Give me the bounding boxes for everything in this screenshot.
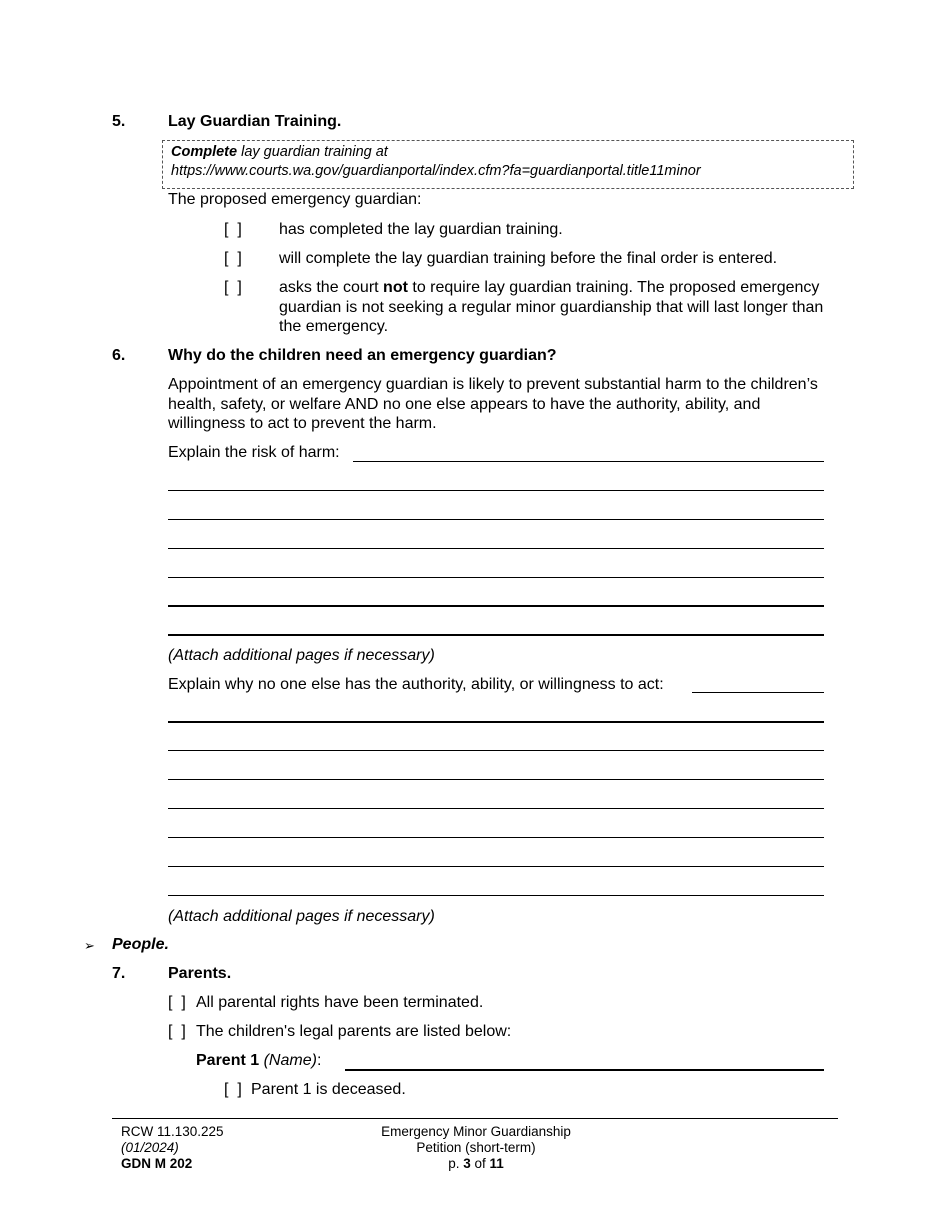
checkbox-training-will-complete[interactable]: [ ] xyxy=(224,250,242,267)
no-one-else-line[interactable] xyxy=(168,837,824,838)
footer-rcw: RCW 11.130.225 xyxy=(121,1124,224,1139)
checkbox-parent-1-deceased[interactable]: [ ] xyxy=(224,1081,242,1098)
risk-of-harm-line[interactable] xyxy=(168,577,824,578)
people-heading: People. xyxy=(112,936,169,953)
risk-of-harm-line[interactable] xyxy=(168,490,824,491)
checkbox-parents-listed[interactable]: [ ] xyxy=(168,1023,186,1040)
section-7-number: 7. xyxy=(112,965,126,982)
option-parents-listed: The children's legal parents are listed below: xyxy=(196,1023,512,1040)
note-bold: Complete xyxy=(171,144,238,160)
risk-of-harm-line[interactable] xyxy=(168,634,824,636)
option-training-will-complete: will complete the lay guardian training before the final order is entered. xyxy=(279,250,778,267)
section-5-intro: The proposed emergency guardian: xyxy=(168,191,422,208)
section-6-number: 6. xyxy=(112,347,126,364)
footer-form-number: GDN M 202 xyxy=(121,1156,193,1171)
no-one-else-line[interactable] xyxy=(168,750,824,751)
no-one-else-line[interactable] xyxy=(168,866,824,867)
no-one-else-line[interactable] xyxy=(168,779,824,780)
section-6-paragraph: Appointment of an emergency guardian is likely to prevent substantial harm to the children’s health, safety, or welfare AND no one else appears to have the authority, ability, and willingness to act to prevent the harm. xyxy=(168,376,818,432)
no-one-else-line[interactable] xyxy=(168,895,824,896)
checkbox-training-not-required[interactable]: [ ] xyxy=(224,279,242,296)
training-url[interactable]: https://www.courts.wa.gov/guardianportal/index.cfm?fa=guardianportal.title11minor xyxy=(171,163,701,179)
option-training-not-required: asks the court not to require lay guardian training. The proposed emergency guardian is not seeking a regular minor guardianship that will last longer than the emergency. xyxy=(279,279,824,335)
no-one-else-field[interactable] xyxy=(692,692,824,693)
checkbox-training-completed[interactable]: [ ] xyxy=(224,221,242,238)
section-6-title: Why do the children need an emergency guardian? xyxy=(168,347,557,364)
risk-of-harm-field[interactable] xyxy=(353,461,824,462)
attach-note-1: (Attach additional pages if necessary) xyxy=(168,647,435,664)
footer-page-number: p. 3 of 11 xyxy=(448,1156,504,1171)
risk-of-harm-line[interactable] xyxy=(168,605,824,607)
risk-of-harm-line[interactable] xyxy=(168,519,824,520)
no-one-else-label: Explain why no one else has the authority, ability, or willingness to act: xyxy=(168,676,664,693)
training-note-box xyxy=(162,140,854,189)
no-one-else-line[interactable] xyxy=(168,721,824,723)
section-7-title: Parents. xyxy=(168,965,232,982)
footer-divider xyxy=(112,1118,838,1119)
arrow-bullet-icon: ➢ xyxy=(84,938,95,953)
note-text: lay guardian training at xyxy=(237,144,388,160)
risk-of-harm-line[interactable] xyxy=(168,548,824,549)
checkbox-rights-terminated[interactable]: [ ] xyxy=(168,994,186,1011)
option-parent-1-deceased: Parent 1 is deceased. xyxy=(251,1081,406,1098)
risk-of-harm-label: Explain the risk of harm: xyxy=(168,444,340,461)
section-5-number: 5. xyxy=(112,113,126,130)
footer-form-title-2: Petition (short-term) xyxy=(416,1140,536,1155)
footer-date: (01/2024) xyxy=(121,1140,179,1155)
footer-form-title-1: Emergency Minor Guardianship xyxy=(381,1124,571,1139)
option-training-completed: has completed the lay guardian training. xyxy=(279,221,563,238)
attach-note-2: (Attach additional pages if necessary) xyxy=(168,908,435,925)
section-5-title: Lay Guardian Training. xyxy=(168,113,342,130)
parent-1-label: Parent 1 (Name): xyxy=(196,1052,322,1069)
option-rights-terminated: All parental rights have been terminated. xyxy=(196,994,484,1011)
parent-1-name-field[interactable] xyxy=(345,1069,824,1071)
no-one-else-line[interactable] xyxy=(168,808,824,809)
